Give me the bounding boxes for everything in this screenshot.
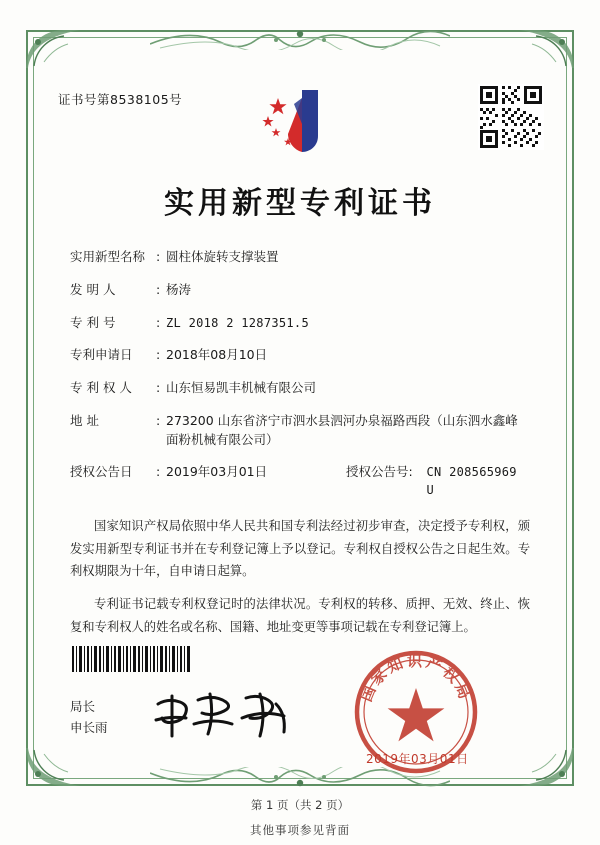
field-colon: : — [156, 464, 161, 480]
field-value: 杨涛 — [166, 281, 192, 297]
field-colon: : — [156, 249, 161, 264]
field-label: 地 址 — [70, 412, 99, 428]
signature-labels — [70, 697, 108, 738]
qr-code — [478, 84, 544, 150]
field-label-grant-date: 授权公告日 — [70, 464, 133, 480]
director-name-label: 申长雨 — [70, 719, 108, 735]
field-colon: : — [156, 412, 161, 428]
field-label-grant-number: 授权公告号 — [346, 464, 409, 480]
director-title-label: 局长 — [70, 699, 96, 714]
field-row-application-date — [70, 346, 530, 365]
field-label: 发 明 人 — [70, 281, 116, 297]
field-label: 实用新型名称 — [70, 249, 146, 264]
field-colon: : — [408, 464, 413, 480]
seal-date: 2019年03月01日 — [366, 752, 469, 766]
handwritten-signature — [150, 690, 300, 742]
field-row-patent-number — [70, 314, 530, 333]
footer-note: 其他事项参见背面 — [250, 823, 350, 837]
field-value: 山东恒易凯丰机械有限公司 — [166, 380, 317, 395]
field-value: 圆柱体旋转支撑装置 — [166, 249, 279, 264]
paragraph-registry-statement: 专利证书记载专利权登记时的法律状况。专利权的转移、质押、无效、终止、恢复和专利权人的姓名或名称、国籍、地址变更等事项记载在专利登记簿上。 — [70, 597, 530, 634]
paragraph-grant-statement: 国家知识产权局依照中华人民共和国专利法经过初步审查，决定授予专利权，颁发实用新型专利证书并在专利登记簿上予以登记。专利权自授权公告之日起生效。专利权期限为十年，自申请日起算。 — [70, 519, 530, 579]
field-colon: : — [156, 281, 161, 297]
top-flourish-ornament — [150, 24, 450, 50]
field-value: 2018年08月10日 — [166, 347, 268, 363]
field-row-patentee — [70, 379, 530, 398]
field-label: 专 利 权 人 — [70, 380, 132, 395]
field-label: 专利申请日 — [70, 347, 133, 363]
field-value: 273200 山东省济宁市泗水县泗河办泉福路西段（山东泗水鑫峰面粉机械有限公司） — [166, 412, 518, 447]
field-colon: : — [156, 347, 161, 363]
field-row-grant-announcement — [70, 463, 530, 499]
field-colon: : — [156, 380, 161, 395]
field-label: 专 利 号 — [70, 314, 116, 330]
field-row-address — [70, 412, 530, 450]
field-row-utility-model-name — [70, 248, 530, 267]
field-list — [70, 248, 530, 513]
page-title: 实用新型专利证书 — [164, 186, 436, 221]
field-value-grant-date: 2019年03月01日 — [166, 464, 268, 480]
field-row-inventor — [70, 281, 530, 300]
legal-text-block — [70, 515, 530, 649]
field-value: ZL 2018 2 1287351.5 — [166, 315, 309, 330]
page-number: 第 1 页（共 2 页） — [250, 798, 350, 812]
cnipa-emblem-icon — [248, 84, 352, 156]
field-colon: : — [156, 314, 161, 330]
barcode — [72, 646, 192, 672]
certificate-number: 证书号第8538105号 — [58, 92, 183, 107]
svg-text:国家知识产权局: 国家知识产权局 — [357, 652, 475, 705]
field-value-grant-number: CN 208565969 U — [426, 465, 517, 498]
